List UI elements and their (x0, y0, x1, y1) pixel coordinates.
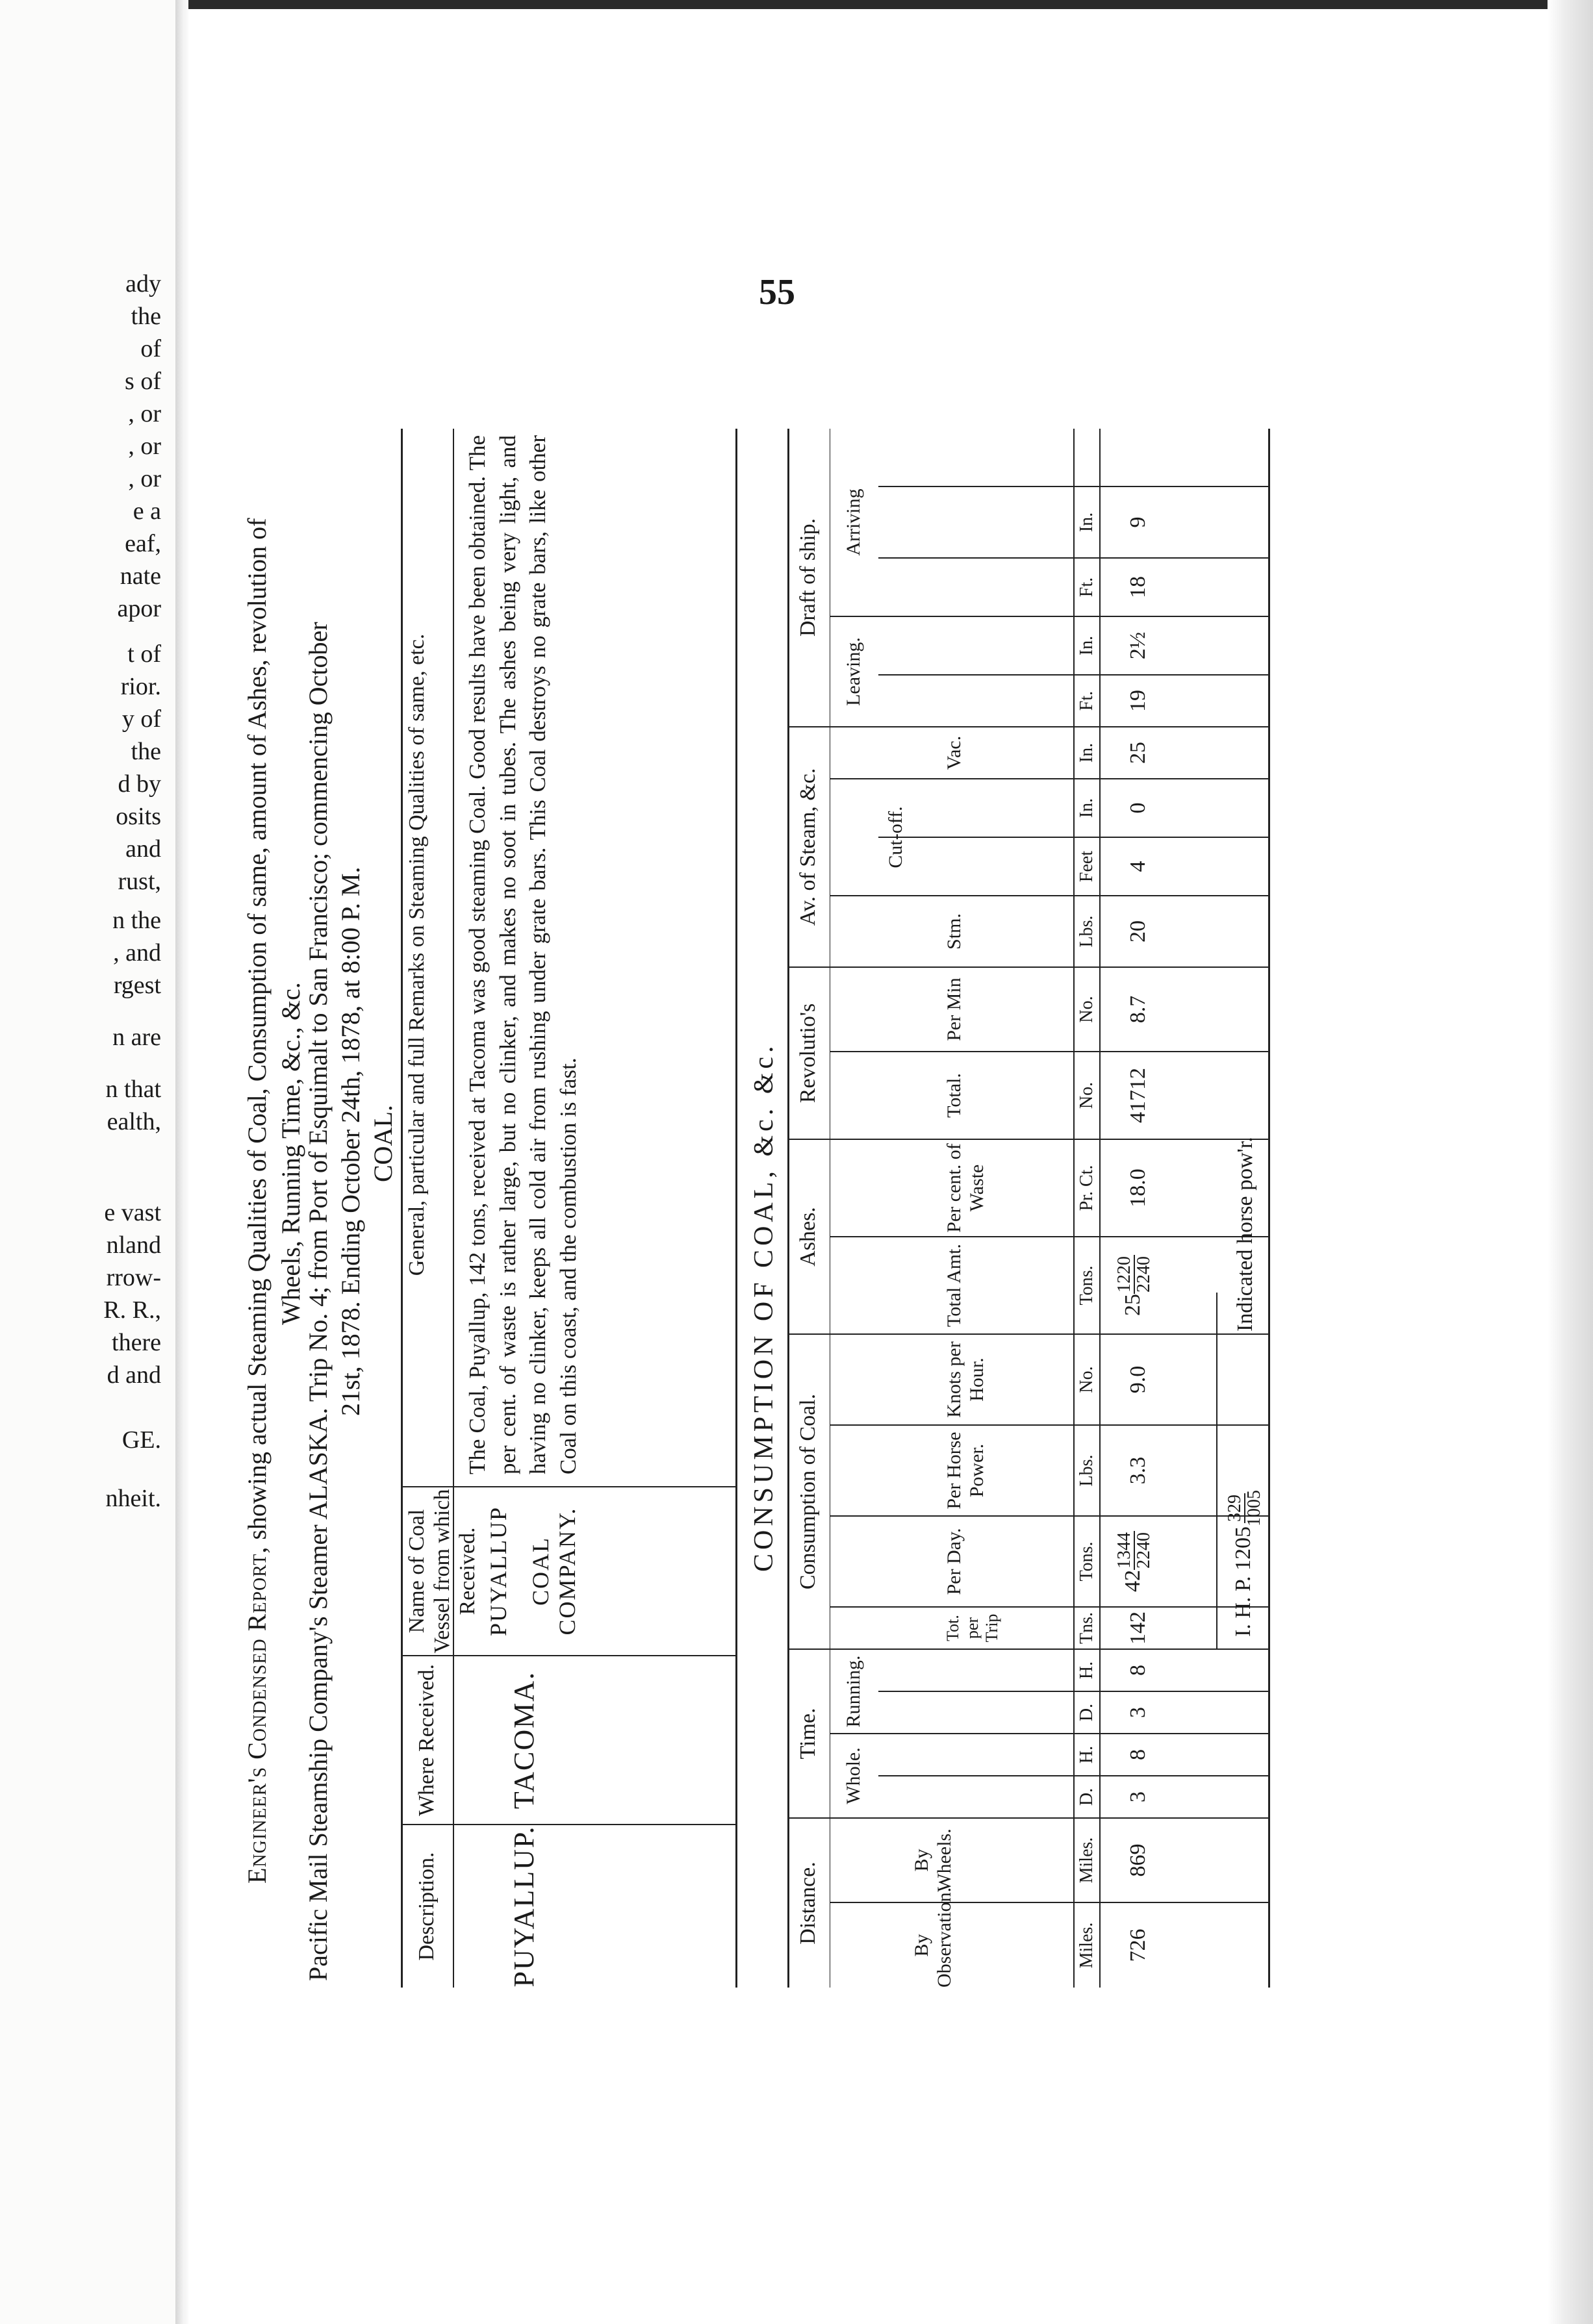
coal-header-remarks: General, particular and full Remarks on Steaming Qualities of same, etc. (405, 633, 429, 1276)
val-ash-num: 1220 (1114, 1256, 1134, 1293)
group-consumption: Consumption of Coal. (796, 1393, 820, 1590)
unit-label: D. (1077, 1787, 1097, 1806)
sub-running: Running. (843, 1655, 864, 1728)
cons-col-div (830, 1733, 1268, 1734)
coal-row-description: PUYALLUP. (508, 1825, 540, 1988)
unit-label: No. (1077, 996, 1097, 1023)
sub-per-cent-waste: Per cent. of Waste (943, 1143, 988, 1233)
unit-label: Tons. (1077, 1265, 1097, 1306)
unit-label: H. (1077, 1745, 1097, 1764)
ihp-num: 329 (1225, 1494, 1245, 1522)
sub-arriving: Arriving (843, 488, 864, 556)
val-rev-per-min: 8.7 (1126, 995, 1150, 1024)
val-ash-den: 2240 (1134, 1256, 1154, 1293)
ihp-text: Indicated horse pow'r. (1233, 1137, 1257, 1332)
left-page-line: y of (121, 705, 161, 733)
coal-header-description: Description. (414, 1852, 439, 1961)
val-vac: 25 (1126, 742, 1150, 764)
cons-col-div (787, 726, 1268, 727)
unit-label: Lbs. (1077, 915, 1097, 948)
coal-table-header-rule (453, 429, 454, 1988)
val-per-day-num: 1344 (1114, 1532, 1134, 1569)
cons-col-div (878, 1691, 1268, 1692)
val-knots: 9.0 (1126, 1365, 1150, 1394)
page-number: 55 (759, 272, 795, 312)
left-page-line: eaf, (125, 530, 161, 557)
sub-cut-off: Cut-off. (885, 806, 906, 868)
val-arriving-ft: 18 (1126, 576, 1150, 598)
cons-col-div (878, 486, 1268, 487)
left-page-line: and (125, 835, 161, 863)
unit-label: Ft. (1077, 690, 1097, 711)
val-cutoff-feet: 4 (1126, 861, 1150, 872)
val-per-day-den: 2240 (1134, 1532, 1154, 1569)
unit-label: In. (1077, 798, 1097, 818)
consumption-units-rule (1073, 429, 1075, 1988)
unit-label: In. (1077, 512, 1097, 533)
report-title-line4: 21st, 1878. Ending October 24th, 1878, at 8:00 P. M. (336, 866, 365, 1416)
sub-per-min: Per Min (943, 978, 965, 1041)
cons-col-div (830, 616, 1268, 617)
sub-per-day: Per Day. (943, 1528, 965, 1595)
cons-col-div (830, 1606, 1268, 1608)
cons-col-div (878, 837, 1268, 838)
unit-label: Tns. (1077, 1612, 1097, 1644)
consumption-heading: CONSUMPTION OF COAL, &c. &c. (749, 1042, 779, 1572)
ihp-rule (1216, 1293, 1217, 1650)
report-title-rest: showing actual Steaming Qualities of Coal, Consumption of same, amount of Ashes, revolution of (242, 518, 272, 1547)
val-leaving-in: 2½ (1126, 631, 1150, 660)
cons-col-div (830, 1236, 1268, 1237)
coal-row-vessel-line2: COAL COMPANY. (528, 1507, 581, 1636)
unit-label: Pr. Ct. (1077, 1165, 1097, 1211)
val-ash-fraction (1115, 1255, 1153, 1294)
left-page-line: e a (133, 498, 161, 525)
left-page-line: , or (128, 465, 161, 492)
left-page-line: n the (112, 907, 161, 934)
left-page-line: nheit. (105, 1485, 161, 1512)
unit-label: In. (1077, 635, 1097, 656)
report-title-line3: Pacific Mail Steamship Company's Steamer ALASKA. Trip No. 4; from Port of Esquimalt to San Francisco; commencing October (303, 622, 333, 1981)
left-page-line: nate (120, 562, 161, 590)
val-running-h: 8 (1126, 1665, 1150, 1676)
val-whole-h: 8 (1126, 1749, 1150, 1760)
report-title-line1 (242, 518, 272, 1884)
cons-col-div (830, 1515, 1268, 1517)
sub-stm: Stm. (943, 913, 965, 950)
sub-by-observation: By Observation. (911, 1887, 955, 1988)
sub-per-horse-power: Per Horse Power. (943, 1432, 988, 1509)
left-page-line: GE. (121, 1426, 161, 1454)
val-arriving-in: 9 (1126, 516, 1150, 528)
cons-col-div (787, 966, 1268, 968)
unit-label: In. (1077, 742, 1097, 763)
left-page-line: d and (107, 1361, 161, 1389)
val-ash-whole: 25 (1120, 1294, 1145, 1316)
sub-by-wheels: By Wheels. (911, 1828, 955, 1892)
report-title-line2: Wheels, Running Time, &c., &c. (276, 982, 305, 1325)
unit-label: No. (1077, 1081, 1097, 1109)
coal-row-where: TACOMA. (508, 1671, 540, 1810)
val-cutoff-in: 0 (1126, 802, 1150, 814)
unit-label: Lbs. (1077, 1454, 1097, 1487)
left-page-line: , or (128, 433, 161, 460)
coal-table-top-rule (401, 429, 403, 1988)
cons-col-div (830, 1424, 1268, 1426)
ihp-fraction (1226, 1490, 1264, 1526)
unit-label: Feet (1077, 850, 1097, 883)
sub-total: Total. (943, 1073, 965, 1118)
coal-header-where: Where Received. (414, 1663, 439, 1817)
left-page-line: n are (112, 1024, 161, 1051)
unit-label: Ft. (1077, 577, 1097, 598)
left-page-line: rust, (118, 868, 161, 895)
val-running-d: 3 (1126, 1707, 1150, 1718)
coal-table-bottom-rule (735, 429, 737, 1988)
group-distance: Distance. (796, 1862, 820, 1945)
consumption-data-rule (1099, 429, 1101, 1988)
rotated-report (229, 299, 1281, 2001)
group-ashes: Ashes. (796, 1207, 820, 1267)
coal-header-vessel: Name of Coal Vessel from which Received. (405, 1489, 480, 1654)
left-page-line: of (140, 335, 161, 362)
cons-col-div (787, 1333, 1268, 1335)
sub-whole: Whole. (843, 1747, 864, 1804)
left-page-line: t of (127, 640, 161, 668)
cons-col-div (830, 1051, 1268, 1052)
val-per-day (1115, 1517, 1153, 1606)
cons-col-div (787, 1139, 1268, 1140)
left-page-line: the (131, 303, 161, 330)
coal-heading: COAL. (368, 1105, 398, 1182)
coal-col-divider-2 (401, 1655, 735, 1656)
left-page-line: the (131, 738, 161, 765)
coal-col-divider-1 (401, 1824, 735, 1825)
page-top-edge (188, 0, 1553, 9)
val-ashes-total (1115, 1237, 1153, 1333)
left-page-line: rior. (120, 673, 161, 700)
unit-label: D. (1077, 1703, 1097, 1722)
cons-col-div (830, 1902, 1268, 1903)
left-page-line: , or (128, 400, 161, 427)
cons-col-div (830, 895, 1268, 896)
val-steam-lbs: 20 (1126, 920, 1150, 942)
unit-label: H. (1077, 1661, 1097, 1680)
unit-label: Miles. (1077, 1837, 1097, 1884)
cons-col-div (878, 674, 1268, 676)
coal-row-remarks: The Coal, Puyallup, 142 tons, received at Tacoma was good steaming Coal. Good results have been obtained. The per cent. of waste is rather large, but no clinker, and makes no soot in tubes. The ashes being very light, and having no clinker, keeps all cold air from rushing under grate bars. This Coal destroys no grate bars, like other Coal on this coast, and the combustion is fast. (465, 435, 581, 1474)
left-page-line: osits (116, 803, 161, 830)
cons-col-div (787, 1817, 1268, 1819)
val-whole-d: 3 (1126, 1791, 1150, 1802)
left-page-line: there (112, 1329, 161, 1356)
ihp-whole: 1205 (1230, 1526, 1255, 1571)
left-page-line: , and (113, 939, 161, 966)
left-page-line: rrow- (106, 1264, 161, 1291)
ihp-den: 1005 (1244, 1489, 1264, 1526)
ihp-label: I. H. P. (1230, 1576, 1255, 1637)
left-page-line: d by (118, 770, 161, 798)
consumption-top-rule (787, 429, 789, 1988)
sub-leaving: Leaving. (843, 637, 864, 706)
coal-row-vessel-line1: PUYALLUP (485, 1506, 511, 1637)
page-gutter (175, 0, 188, 2324)
left-page-line: s of (125, 368, 161, 395)
left-page-line: nland (106, 1231, 161, 1259)
consumption-bottom-rule (1268, 429, 1270, 1988)
sub-vac: Vac. (943, 735, 965, 770)
val-leaving-ft: 19 (1126, 690, 1150, 712)
val-rev-total: 41712 (1126, 1068, 1150, 1123)
left-page-line: ady (125, 270, 161, 297)
val-by-wheels: 869 (1126, 1843, 1150, 1877)
left-page-line: apor (117, 595, 161, 622)
left-page-line: R. R., (103, 1296, 161, 1324)
val-per-day-whole: 42 (1120, 1570, 1145, 1592)
left-page-line: ealth, (107, 1108, 161, 1135)
unit-label: Tons. (1077, 1541, 1097, 1582)
val-per-day-fraction (1115, 1531, 1153, 1570)
group-time: Time. (796, 1708, 820, 1760)
val-by-observation: 726 (1126, 1928, 1150, 1962)
left-page-line: e vast (104, 1199, 161, 1226)
report-title-label: Engineer's Condensed Report, (242, 1546, 272, 1884)
left-page-fragment (0, 0, 175, 2324)
group-steam: Av. of Steam, &c. (796, 768, 820, 926)
unit-label: Miles. (1077, 1922, 1097, 1969)
sub-knots-per-hour: Knots per Hour. (943, 1341, 988, 1418)
page-right-edge (1548, 0, 1593, 2324)
sub-total-amt: Total Amt. (943, 1244, 965, 1327)
group-revolutions: Revolutio's (796, 1003, 820, 1104)
unit-label: No. (1077, 1366, 1097, 1393)
cons-col-div (878, 1775, 1268, 1776)
cons-col-div (878, 557, 1268, 559)
val-per-hp: 3.3 (1126, 1456, 1150, 1485)
left-page-line: n that (105, 1076, 161, 1103)
val-tot-per-trip: 142 (1126, 1611, 1150, 1645)
left-page-line: rgest (113, 972, 161, 999)
val-waste-pct: 18.0 (1126, 1168, 1150, 1207)
sub-tot-per-trip: Tot. per Trip (943, 1613, 1001, 1643)
group-draft: Draft of ship. (796, 518, 820, 637)
